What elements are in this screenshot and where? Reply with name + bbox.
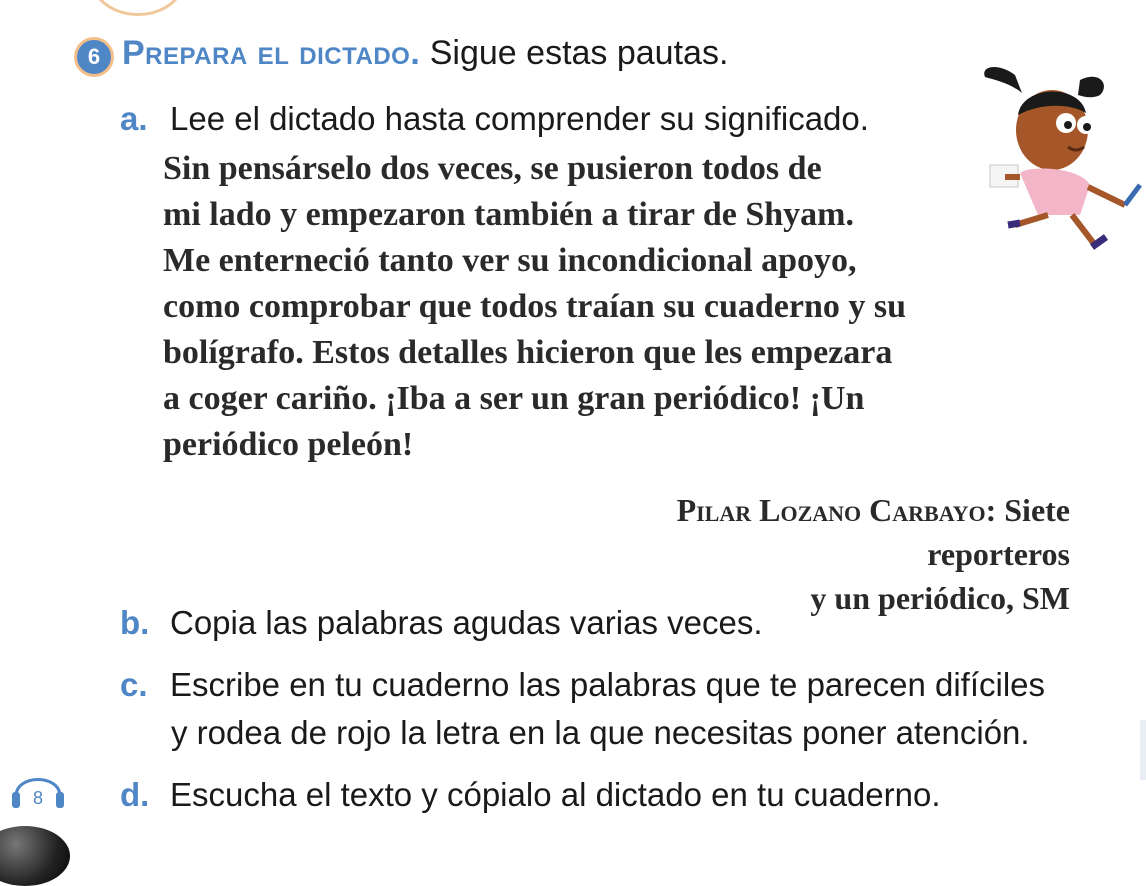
dictation-line: como comprobar que todos traían su cuaderno y su: [163, 288, 907, 325]
decorative-sphere: [0, 826, 70, 886]
exercise-number-badge: 6: [74, 37, 114, 77]
audio-track-number: 8: [32, 788, 44, 808]
list-item-b: [120, 600, 763, 646]
list-item-c: [120, 662, 1045, 708]
list-item-a: [120, 96, 869, 142]
source-author: Pilar Lozano Carbayo:: [676, 492, 997, 528]
item-letter: c.: [120, 666, 148, 703]
item-text: Copia las palabras agudas varias veces.: [170, 604, 763, 641]
dictation-line: periódico peleón!: [163, 426, 414, 463]
item-letter: b.: [120, 604, 150, 641]
item-text: Escribe en tu cuaderno las palabras que te parecen difíciles: [170, 666, 1046, 703]
item-letter: a.: [120, 100, 148, 137]
item-letter: d.: [120, 776, 150, 813]
exercise-heading: [122, 30, 728, 76]
item-text: Escucha el texto y cópialo al dictado en tu cuaderno.: [170, 776, 941, 813]
dictation-line: bolígrafo. Estos detalles hicieron que les empezara: [163, 334, 893, 371]
dictation-line: Me enterneció tanto ver su incondicional apoyo,: [163, 242, 857, 279]
exercise-title: Prepara el dictado.: [122, 34, 421, 72]
decorative-edge: [1140, 720, 1146, 780]
running-girl-illustration: [960, 55, 1146, 265]
source-work-line2: y un periódico, SM: [810, 580, 1070, 616]
source-work: Siete reporteros: [927, 492, 1070, 572]
dictation-line: mi lado y empezaron también a tirar de Shyam.: [163, 196, 854, 233]
item-text: Lee el dictado hasta comprender su significado.: [170, 100, 869, 137]
list-item-d: [120, 772, 941, 818]
list-item-c-continuation: y rodea de rojo la letra en la que necesitas poner atención.: [171, 714, 1030, 751]
dictation-line: Sin pensárselo dos veces, se pusieron todos de: [163, 150, 822, 187]
dictation-text: [163, 146, 1063, 468]
exercise-instruction: Sigue estas pautas.: [429, 34, 729, 72]
headphones-icon[interactable]: [8, 760, 68, 820]
dictation-line: a coger cariño. ¡Iba a ser un gran periódico! ¡Un: [163, 380, 865, 417]
decorative-arc: [90, 0, 186, 16]
